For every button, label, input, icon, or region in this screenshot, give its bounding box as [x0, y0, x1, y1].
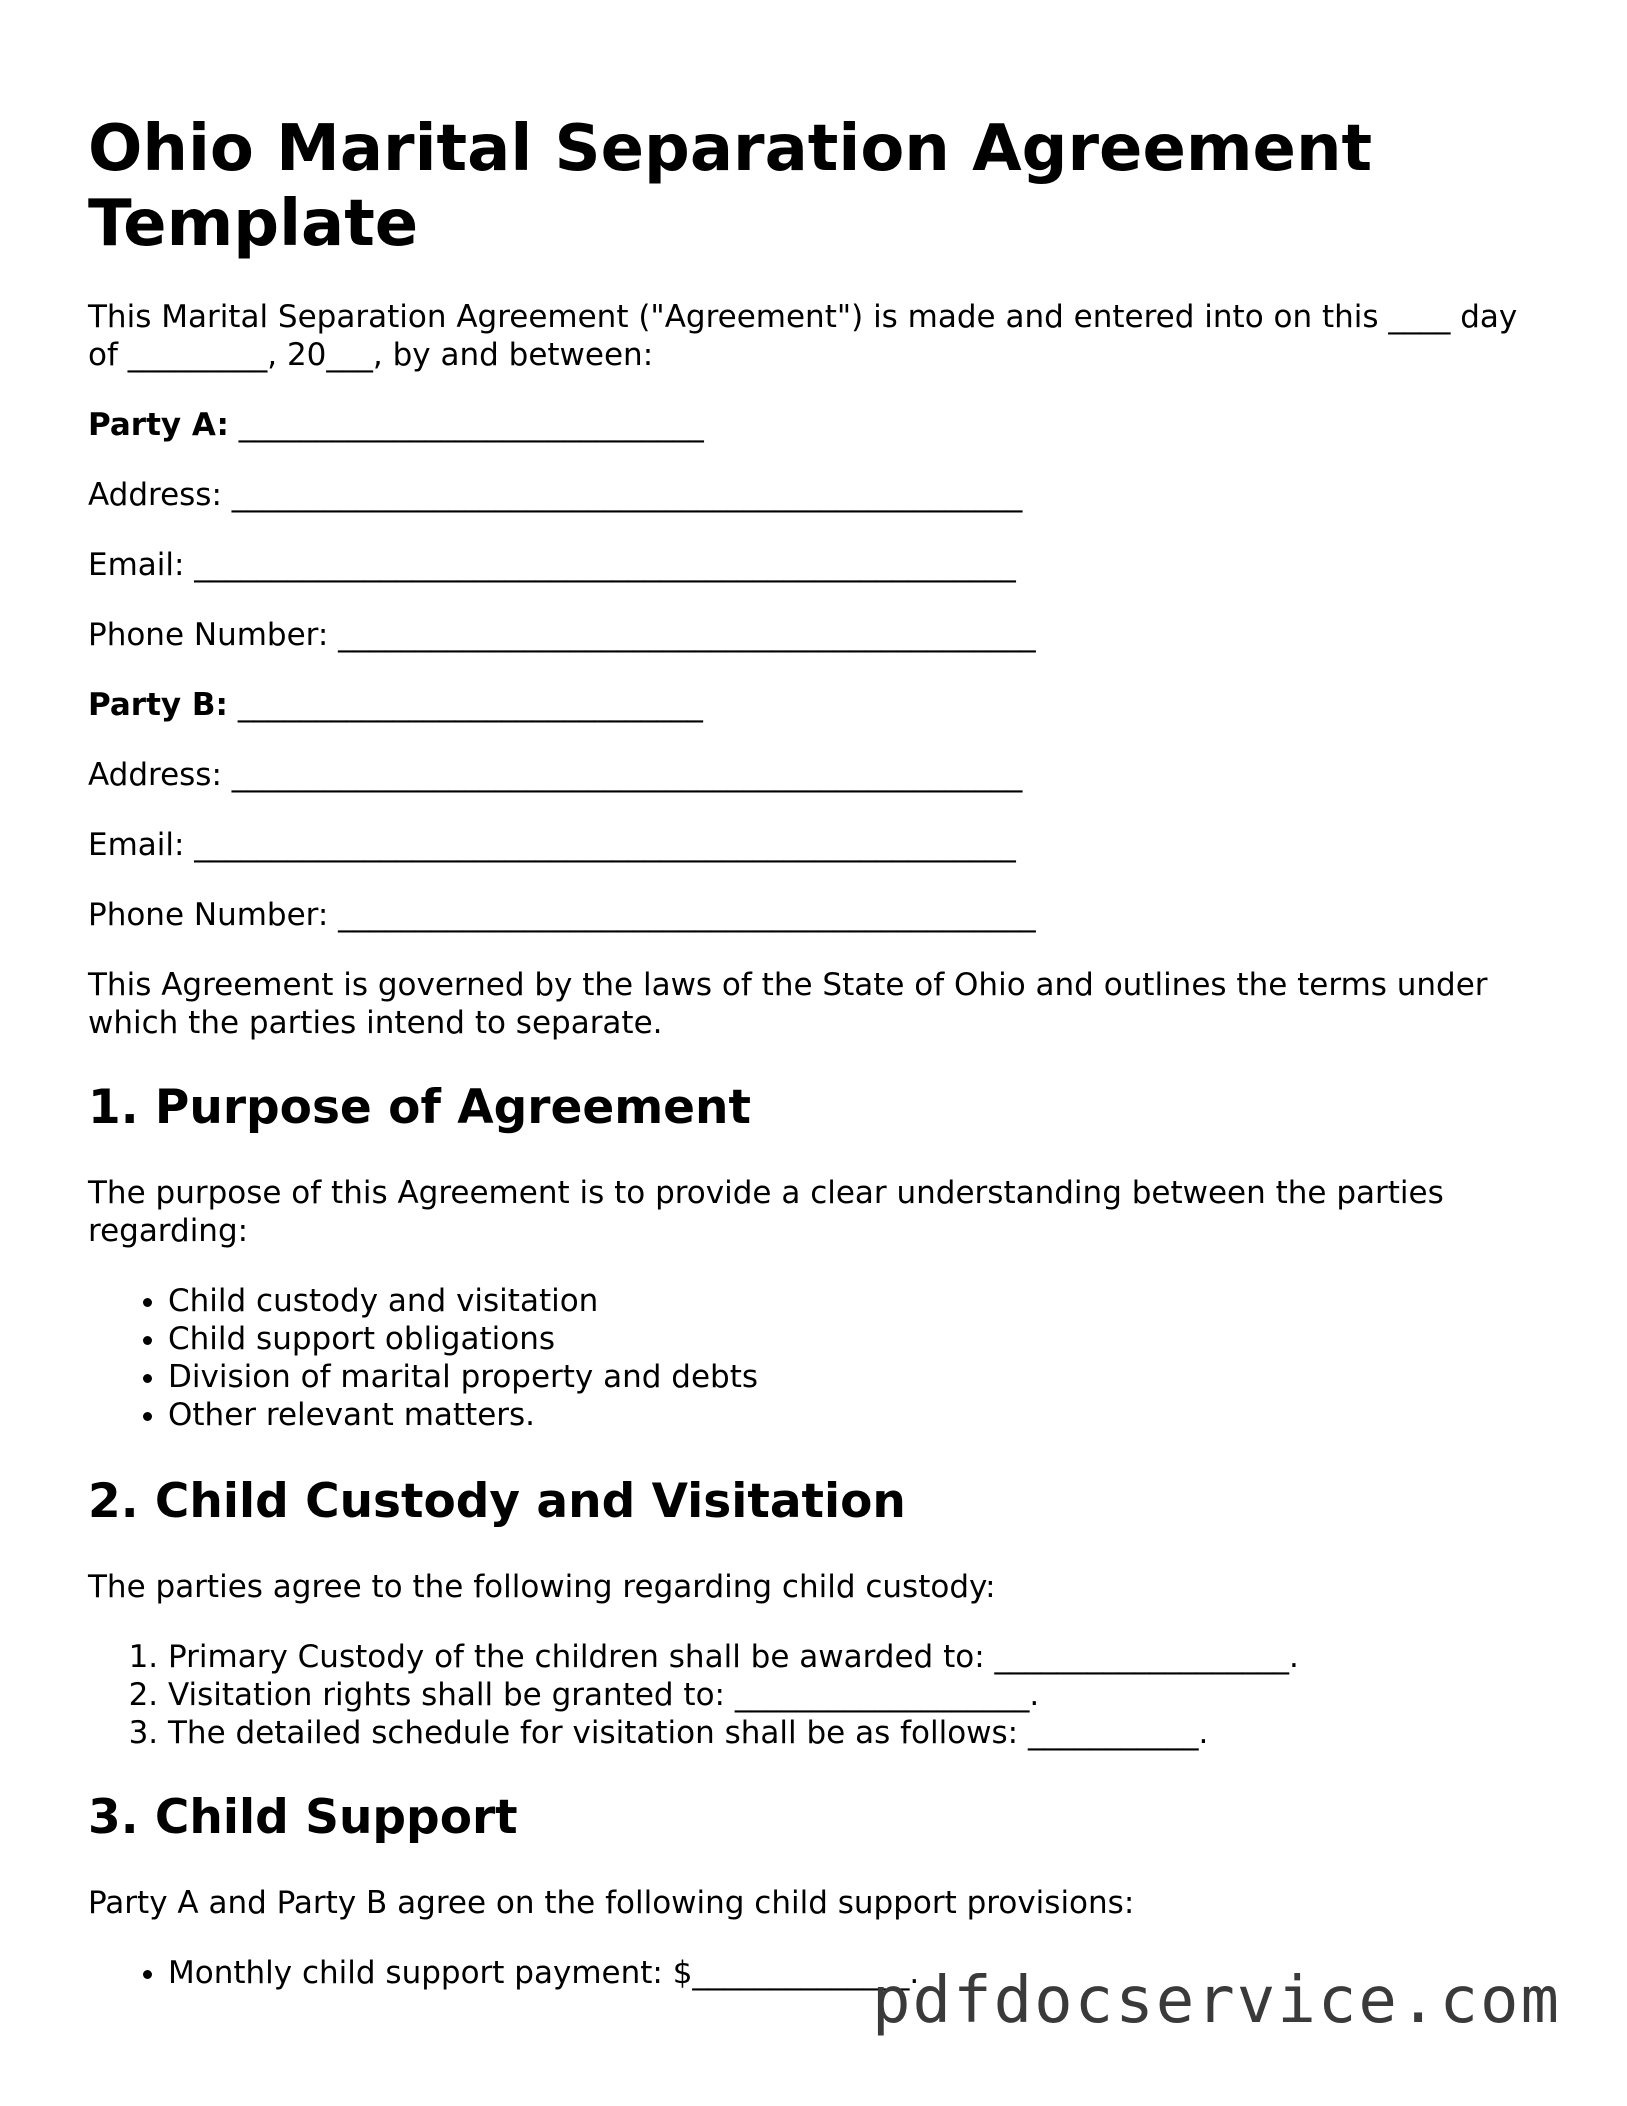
party-b-label: Party B:: [88, 687, 228, 723]
party-a-email-field: Email: _____________________________________________________: [88, 547, 1016, 583]
section-purpose-intro: The purpose of this Agreement is to provide a clear understanding between the parties regarding:: [88, 1175, 1444, 1249]
list-item: 1. Primary Custody of the children shall be awarded to: ___________________.: [168, 1638, 1538, 1676]
purpose-list: [88, 1282, 1538, 1434]
party-b-address-field: Address: ___________________________________________________: [88, 757, 1023, 793]
section-support-intro: Party A and Party B agree on the following child support provisions:: [88, 1885, 1135, 1921]
party-a-address-field: Address: ___________________________________________________: [88, 477, 1023, 513]
party-a-label: Party A:: [88, 407, 229, 443]
section-custody-intro: The parties agree to the following regarding child custody:: [88, 1569, 996, 1605]
document-title: Ohio Marital Separation Agreement Template: [88, 112, 1373, 261]
list-item: • Monthly child support payment: $______________.: [168, 1954, 1538, 1992]
governing-law-paragraph: This Agreement is governed by the laws of the State of Ohio and outlines the terms under which the parties intend to separate.: [88, 967, 1488, 1041]
party-b-email-field: Email: _____________________________________________________: [88, 827, 1016, 863]
list-item: 2. Visitation rights shall be granted to: ___________________.: [168, 1676, 1538, 1714]
party-a-phone-field: Phone Number: _____________________________________________: [88, 617, 1036, 653]
party-b-name-blank: ______________________________: [237, 687, 703, 723]
party-a-name-field: [88, 406, 1538, 444]
party-b-phone-field: Phone Number: _____________________________________________: [88, 897, 1036, 933]
list-item: • Other relevant matters.: [168, 1396, 1538, 1434]
custody-list: [88, 1638, 1538, 1752]
party-a-name-blank: ______________________________: [238, 407, 704, 443]
section-support-heading: 3. Child Support: [88, 1790, 518, 1845]
party-b-name-field: [88, 686, 1538, 724]
section-purpose-heading: 1. Purpose of Agreement: [88, 1080, 751, 1135]
intro-paragraph: This Marital Separation Agreement ("Agreement") is made and entered into on this ____ day of _________, 20___, by and between:: [88, 299, 1518, 373]
list-item: • Division of marital property and debts: [168, 1358, 1538, 1396]
list-item: 3. The detailed schedule for visitation shall be as follows: ___________.: [168, 1714, 1538, 1752]
watermark: pdfdocservice.com: [872, 1964, 1562, 2038]
section-custody-heading: 2. Child Custody and Visitation: [88, 1474, 906, 1529]
list-item: • Child custody and visitation: [168, 1282, 1538, 1320]
document-page: [88, 112, 1538, 1992]
list-item: • Child support obligations: [168, 1320, 1538, 1358]
